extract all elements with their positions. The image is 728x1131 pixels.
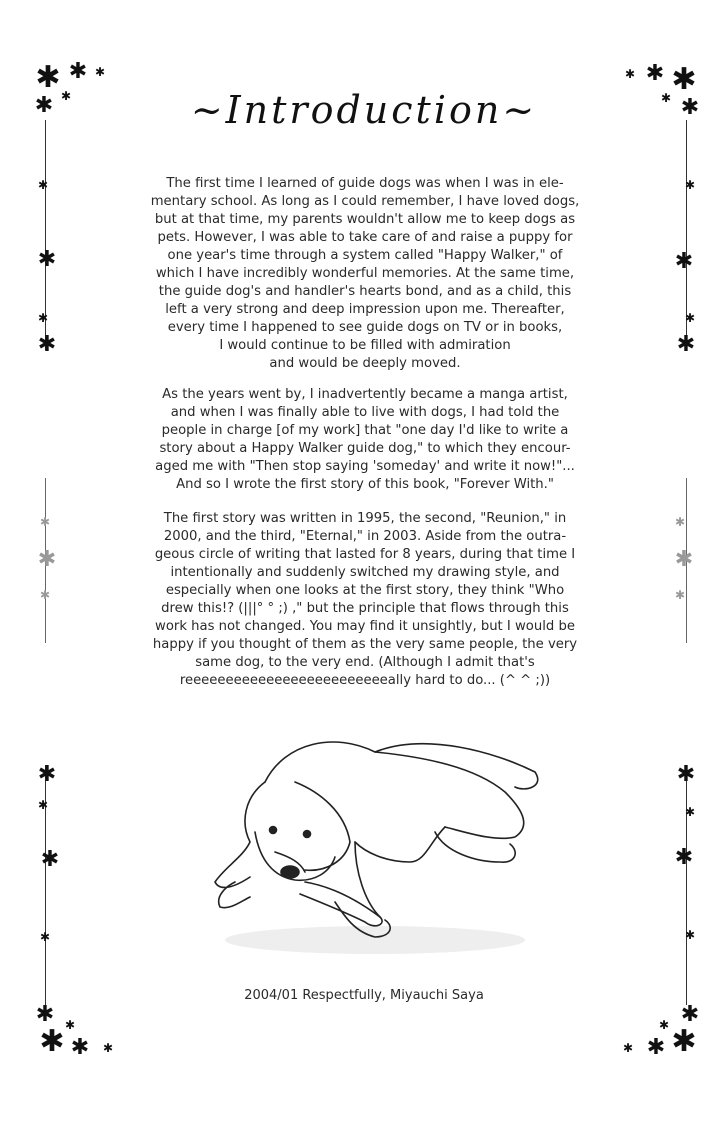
text-line: geous circle of writing that lasted for 8 years, during that time I	[154, 547, 576, 562]
flower-icon: ✱	[64, 1018, 76, 1032]
flower-icon: ✱	[35, 1002, 55, 1027]
text-line: and when I was finally able to live with dogs, I had told the	[170, 405, 560, 420]
text-line: drew this!? (|||° ° ;) ," but the principle that flows through this	[161, 601, 569, 616]
flower-icon: ✱	[37, 332, 57, 357]
border-line	[686, 765, 687, 1005]
flower-icon: ✱	[34, 93, 54, 118]
flower-icon: ✱	[674, 845, 694, 870]
text-line: The first time I learned of guide dogs was when I was in ele-	[166, 176, 564, 191]
text-line: work has not changed. You may find it unsightly, but I would be	[155, 619, 575, 634]
flower-icon: ✱	[674, 249, 694, 274]
flower-icon: ✱	[624, 67, 636, 81]
flower-icon: ✱	[40, 847, 60, 872]
text-line: but at that time, my parents wouldn't allow me to keep dogs as	[154, 212, 576, 227]
flower-icon: ✱	[671, 1024, 697, 1059]
flower-icon: ✱	[684, 178, 696, 192]
flower-icon: ✱	[94, 65, 106, 79]
flower-icon: ✱	[39, 930, 51, 944]
flower-icon: ✱	[37, 178, 49, 192]
text-line: intentionally and suddenly switched my drawing style, and	[170, 565, 560, 580]
flower-icon: ✱	[658, 1018, 670, 1032]
flower-icon: ✱	[622, 1041, 634, 1055]
flower-icon: ✱	[680, 1002, 700, 1027]
flower-icon: ✱	[676, 332, 696, 357]
paragraph-1	[150, 175, 580, 373]
text-line: people in charge [of my work] that "one day I'd like to write a	[161, 423, 569, 438]
text-line: story about a Happy Walker guide dog," to which they encour-	[159, 441, 571, 456]
flower-icon: ✱	[37, 247, 57, 272]
flower-icon: ✱	[70, 1035, 90, 1060]
text-line: one year's time through a system called "Happy Walker," of	[167, 248, 563, 263]
flower-icon: ✱	[646, 1035, 666, 1060]
text-line: I would continue to be filled with admiration	[219, 338, 511, 353]
flower-icon: ✱	[39, 1024, 65, 1059]
flower-icon: ✱	[674, 515, 686, 529]
flower-icon: ✱	[35, 60, 61, 95]
flower-icon: ✱	[645, 61, 665, 86]
text-line: the guide dog's and handler's hearts bond, and as a child, this	[158, 284, 572, 299]
flower-icon: ✱	[680, 95, 700, 120]
flower-icon: ✱	[674, 547, 694, 572]
flower-icon: ✱	[39, 588, 51, 602]
flower-icon: ✱	[37, 798, 49, 812]
text-line: happy if you thought of them as the very same people, the very	[152, 637, 578, 652]
flower-icon: ✱	[60, 89, 72, 103]
page-title: ~Introduction~	[190, 88, 538, 132]
text-line: As the years went by, I inadvertently became a manga artist,	[162, 387, 568, 402]
text-line: especially when one looks at the first story, they think "Who	[165, 583, 565, 598]
flower-icon: ✱	[676, 762, 696, 787]
puppy-illustration	[195, 712, 555, 962]
flower-icon: ✱	[674, 588, 686, 602]
paragraph-3	[150, 510, 580, 690]
flower-icon: ✱	[660, 91, 672, 105]
flower-icon: ✱	[37, 547, 57, 572]
text-line: mentary school. As long as I could remember, I have loved dogs,	[150, 194, 580, 209]
flower-icon: ✱	[671, 62, 697, 97]
flower-icon: ✱	[68, 59, 88, 84]
flower-icon: ✱	[37, 311, 49, 325]
paragraph-2	[150, 386, 580, 494]
signature: 2004/01 Respectfully, Miyauchi Saya	[244, 988, 484, 1003]
text-line: and would be deeply moved.	[269, 356, 461, 371]
text-line: same dog, to the very end. (Although I admit that's	[195, 655, 535, 670]
text-line: left a very strong and deep impression upon me. Thereafter,	[165, 302, 565, 317]
flower-icon: ✱	[102, 1041, 114, 1055]
text-line: The first story was written in 1995, the second, "Reunion," in	[163, 511, 567, 526]
text-line: pets. However, I was able to take care of and raise a puppy for	[157, 230, 573, 245]
text-line: which I have incredibly wonderful memories. At the same time,	[155, 266, 575, 281]
text-line: reeeeeeeeeeeeeeeeeeeeeeeeeally hard to do... (^ ^ ;))	[179, 673, 551, 688]
text-line: And so I wrote the first story of this book, "Forever With."	[176, 477, 554, 492]
flower-icon: ✱	[684, 928, 696, 942]
text-line: 2000, and the third, "Eternal," in 2003. Aside from the outra-	[163, 529, 567, 544]
text-line: aged me with "Then stop saying 'someday' and write it now!"...	[155, 459, 575, 474]
text-line: every time I happened to see guide dogs on TV or in books,	[167, 320, 563, 335]
flower-icon: ✱	[684, 311, 696, 325]
flower-icon: ✱	[37, 762, 57, 787]
flower-icon: ✱	[684, 805, 696, 819]
flower-icon: ✱	[39, 515, 51, 529]
